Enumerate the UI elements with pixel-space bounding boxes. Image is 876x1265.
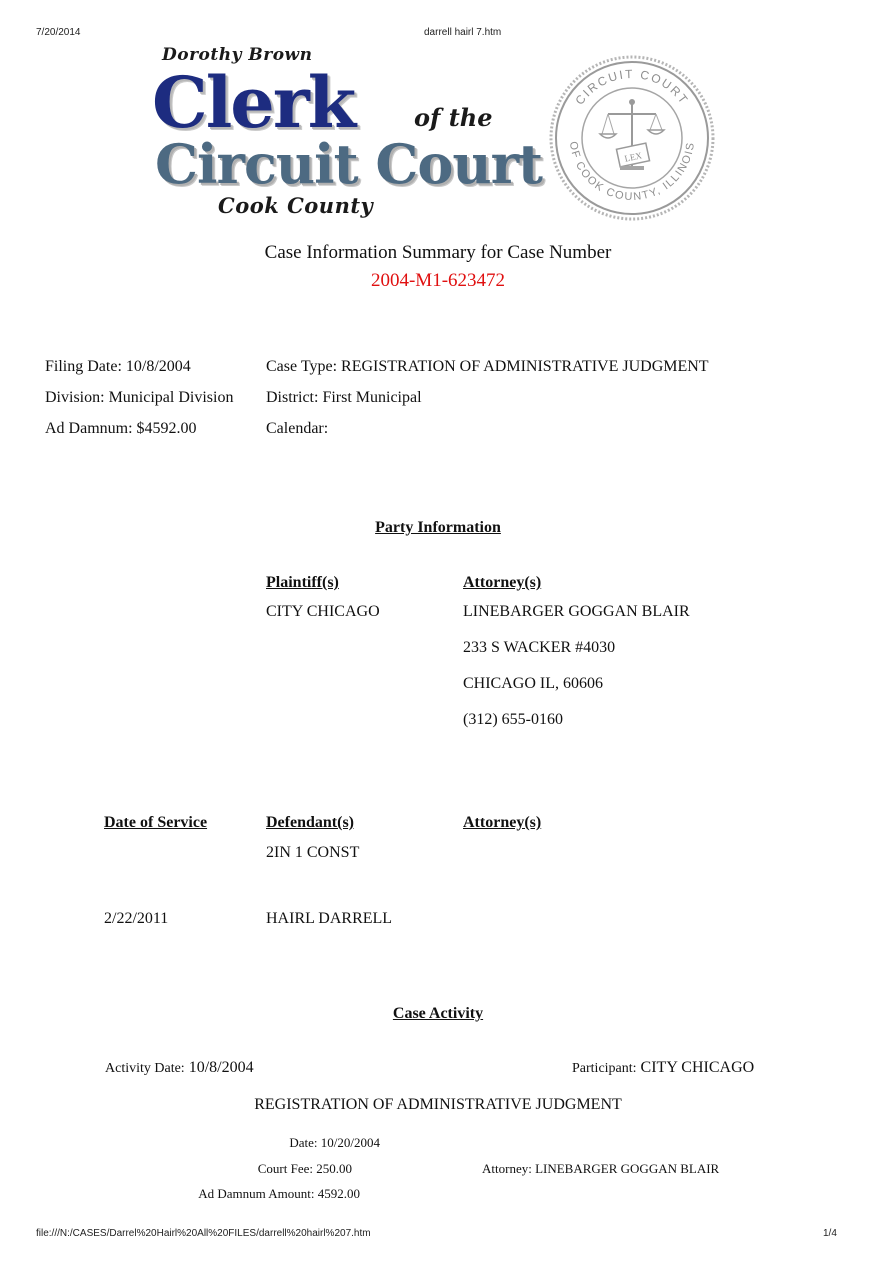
- activity-date-value: 10/8/2004: [188, 1059, 254, 1076]
- participant-value: CITY CHICAGO: [640, 1059, 755, 1076]
- attorney-line: CHICAGO IL, 60606: [463, 675, 603, 692]
- logo-cook-county: Cook County: [218, 193, 374, 218]
- defendant-name: HAIRL DARRELL: [266, 910, 393, 927]
- date-of-service-header: Date of Service: [104, 814, 208, 831]
- ad-damnum: Ad Damnum: $4592.00: [45, 420, 197, 437]
- attorney-line: (312) 655-0160: [463, 711, 563, 728]
- filing-date: Filing Date: 10/8/2004: [45, 358, 191, 375]
- division: Division: Municipal Division: [45, 389, 234, 406]
- case-activity-heading: Case Activity: [392, 1005, 484, 1022]
- activity-description: REGISTRATION OF ADMINISTRATIVE JUDGMENT: [254, 1096, 622, 1113]
- logo-clerk-word: Clerk: [152, 61, 355, 144]
- seal-book-text: LEX: [623, 150, 643, 164]
- participant-label: Participant:: [572, 1061, 637, 1076]
- print-page-number: 1/4: [823, 1228, 837, 1239]
- activity-date-line: Date: 10/20/2004: [289, 1135, 380, 1150]
- logo-clerk-name: Dorothy Brown: [162, 45, 313, 65]
- ad-damnum-amount: Ad Damnum Amount: 4592.00: [198, 1186, 360, 1201]
- logo-circuit-court: Circuit Court: [155, 132, 542, 196]
- calendar: Calendar:: [266, 420, 329, 437]
- court-seal-icon: [548, 54, 716, 222]
- plaintiff-attorney-header: Attorney(s): [463, 574, 542, 591]
- district: District: First Municipal: [266, 389, 422, 406]
- court-fee: Court Fee: 250.00: [257, 1161, 352, 1176]
- page-title: Case Information Summary for Case Number: [264, 242, 612, 263]
- defendant-header: Defendant(s): [266, 814, 354, 831]
- attorney-line: LINEBARGER GOGGAN BLAIR: [463, 603, 690, 620]
- defendant-name: 2IN 1 CONST: [266, 844, 360, 861]
- print-doc-title: darrell hairl 7.htm: [424, 27, 502, 38]
- activity-attorney: Attorney: LINEBARGER GOGGAN BLAIR: [482, 1161, 720, 1176]
- defendant-attorney-header: Attorney(s): [463, 814, 542, 831]
- seal-top-text: CIRCUIT COURT: [572, 66, 692, 108]
- activity-date-label: Activity Date:: [105, 1061, 185, 1076]
- seal-bottom-text: OF COOK COUNTY, ILLINOIS: [566, 140, 697, 204]
- party-information-heading: Party Information: [375, 519, 501, 536]
- activity-date: [105, 1059, 254, 1077]
- print-date: 7/20/2014: [36, 27, 81, 38]
- case-type: Case Type: REGISTRATION OF ADMINISTRATIVE JUDGMENT: [266, 358, 709, 375]
- service-date: 2/22/2011: [104, 910, 169, 927]
- print-url: file:///N:/CASES/Darrel%20Hairl%20All%20FILES/darrell%20hairl%207.htm: [36, 1228, 371, 1239]
- plaintiff-name: CITY CHICAGO: [266, 603, 380, 620]
- case-number: 2004-M1-623472: [370, 270, 506, 291]
- participant: [572, 1059, 754, 1077]
- logo-of-the: of the: [414, 103, 493, 132]
- plaintiff-header: Plaintiff(s): [266, 574, 339, 591]
- attorney-line: 233 S WACKER #4030: [463, 639, 616, 656]
